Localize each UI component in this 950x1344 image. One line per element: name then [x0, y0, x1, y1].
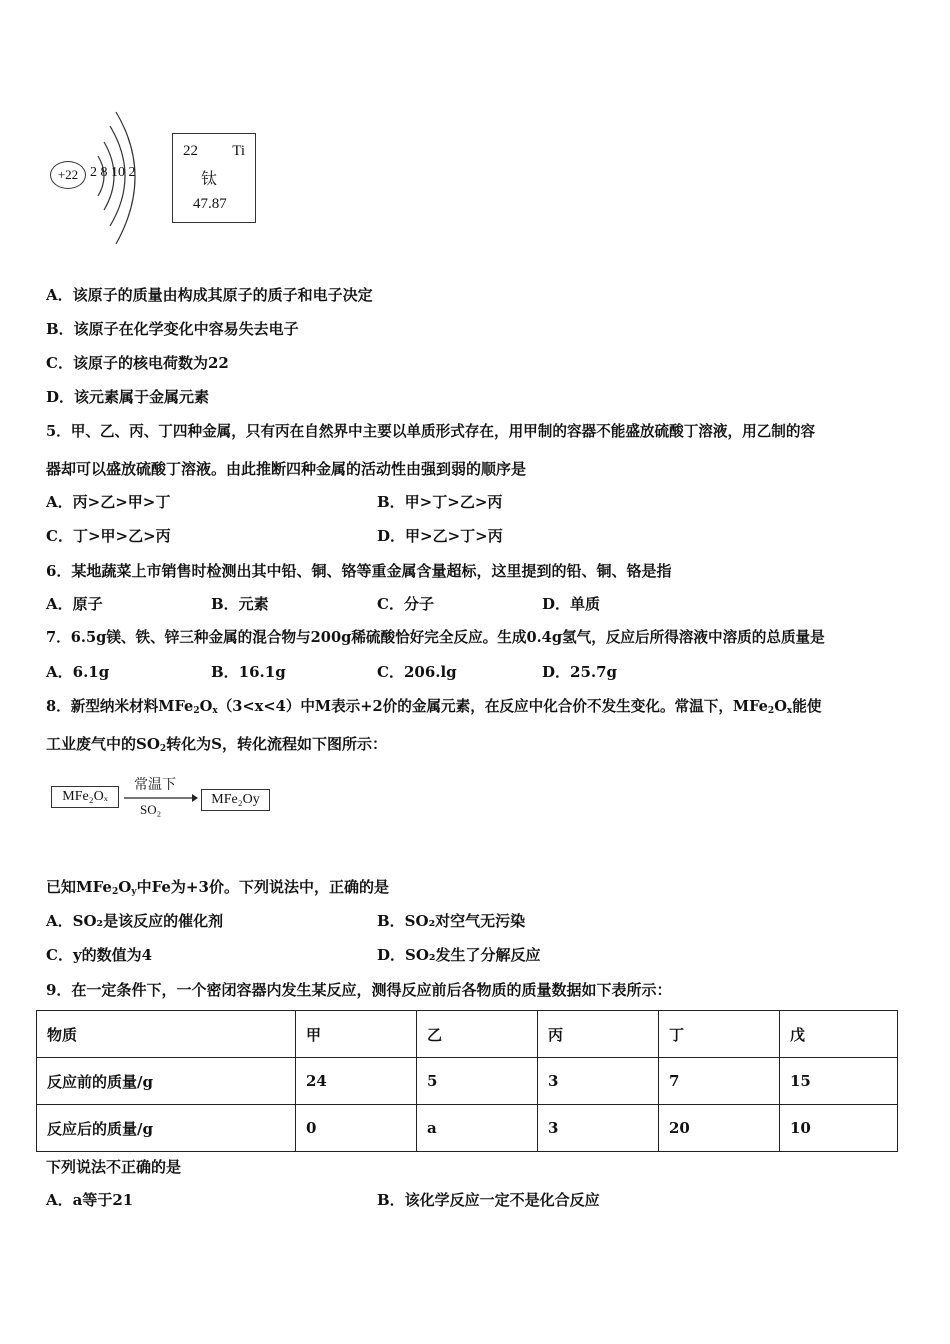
q5-option-d: D．甲>乙>丁>丙	[377, 527, 503, 545]
flow-condition: 常温下	[134, 777, 176, 793]
table-cell: 3	[538, 1105, 659, 1152]
q8-stem-line1: 8．新型纳米材料$MFe_2O_x(3<x<4)$中M表示+2价的金属元素，在反应中化合价不发生变化。常温下，$MFe_2O_x$能使	[46, 698, 822, 716]
table-cell: 丁	[659, 1011, 780, 1058]
q6-option-c: C．分子	[377, 595, 434, 613]
q8-option-a: A．SO₂是该反应的催化剂	[46, 912, 224, 930]
table-cell: 戊	[780, 1011, 898, 1058]
q5-stem-line2: 器却可以盛放硫酸丁溶液。由此推断四种金属的活动性由强到弱的顺序是	[46, 460, 527, 478]
element-name: 钛	[201, 171, 218, 188]
q4-option-b: B．该原子在化学变化中容易失去电子	[46, 320, 299, 338]
q5-option-b: B．甲>丁>乙>丙	[377, 493, 503, 511]
q7-option-d: D．25.7g	[542, 663, 618, 681]
table-cell: 24	[296, 1058, 417, 1105]
q5-option-a: A．丙>乙>甲>丁	[46, 493, 171, 511]
q8-stem-line2: 工业废气中的$SO_2$转化为S，转化流程如下图所示：	[46, 735, 388, 754]
table-cell: 20	[659, 1105, 780, 1152]
q8-stem-part: 8．新型纳米材料MFe	[46, 698, 194, 715]
q7-option-c: C．206.lg	[377, 663, 457, 681]
q9-stem: 9．在一定条件下，一个密闭容器内发生某反应，测得反应前后各物质的质量数据如下表所示：	[46, 981, 672, 999]
q8-option-d: D．SO₂发生了分解反应	[377, 946, 541, 964]
q8-given: 已知$MFe_2O_y$中Fe为+3价。下列说法中，正确的是	[46, 878, 389, 897]
q6-option-b: B．元素	[211, 595, 269, 613]
q9-option-a: A．a等于21	[46, 1191, 134, 1209]
table-cell: 3	[538, 1058, 659, 1105]
q5-stem-line1: 5．甲、乙、丙、丁四种金属，只有丙在自然界中主要以单质形式存在，用甲制的容器不能盛放硫酸丁溶液，用乙制的容	[46, 423, 816, 440]
flow-reactant-box: MFe₂Oₓ	[51, 786, 119, 808]
table-cell: 乙	[417, 1011, 538, 1058]
q9-option-b: B．该化学反应一定不是化合反应	[377, 1191, 600, 1209]
atomic-number: 22	[183, 143, 198, 159]
electron-shell-counts: 2 8 10 2	[90, 165, 136, 180]
table-cell: 0	[296, 1105, 417, 1152]
q6-option-d: D．单质	[542, 595, 601, 613]
q8-given-part: 中Fe为+3价。下列说法中，正确的是	[136, 878, 389, 896]
q4-option-c: C．该原子的核电荷数为22	[46, 354, 229, 372]
q5-option-c: C．丁>甲>乙>丙	[46, 527, 171, 545]
q8-option-b: B．SO₂对空气无污染	[377, 912, 526, 930]
q6-option-a: A．原子	[46, 595, 103, 613]
flow-reagent: SO₂	[140, 802, 162, 817]
q8-stem-part: （3<x<4）中M表示+2价的金属元素，在反应中化合价不发生变化。常温下，MFe	[217, 698, 768, 715]
table-cell: 10	[780, 1105, 898, 1152]
q4-option-a: A．该原子的质量由构成其原子的质子和电子决定	[46, 286, 373, 304]
table-cell: 反应前的质量/g	[37, 1058, 296, 1105]
element-symbol: Ti	[232, 143, 245, 159]
table-row	[37, 1011, 898, 1058]
table-cell: 反应后的质量/g	[37, 1105, 296, 1152]
q8-option-c: C．y的数值为4	[46, 946, 153, 964]
table-cell: a	[417, 1105, 538, 1152]
atom-nucleus: +22	[50, 161, 86, 189]
q4-option-d: D．该元素属于金属元素	[46, 388, 210, 406]
table-cell: 甲	[296, 1011, 417, 1058]
table-row	[37, 1058, 898, 1105]
mass-data-table	[36, 1010, 898, 1152]
table-cell: 7	[659, 1058, 780, 1105]
q6-stem: 6．某地蔬菜上市销售时检测出其中铅、铜、铬等重金属含量超标，这里提到的铅、铜、铬是指	[46, 562, 672, 580]
q8-stem-part: 能使	[792, 698, 822, 715]
q8-stem-part: 转化为S，转化流程如下图所示：	[166, 735, 388, 753]
table-cell: 丙	[538, 1011, 659, 1058]
flow-product-box: MFe₂Oy	[201, 789, 270, 811]
q8-stem-part: 工业废气中的SO	[46, 735, 160, 753]
table-cell: 5	[417, 1058, 538, 1105]
table-row	[37, 1105, 898, 1152]
table-cell: 15	[780, 1058, 898, 1105]
q8-given-part: 已知MFe	[46, 878, 112, 896]
q9-question: 下列说法不正确的是	[46, 1158, 182, 1176]
table-cell: 物质	[37, 1011, 296, 1058]
periodic-table-cell	[172, 133, 256, 223]
q7-option-b: B．16.1g	[211, 663, 286, 681]
atomic-mass: 47.87	[193, 196, 227, 212]
q7-stem: 7．6.5g镁、铁、锌三种金属的混合物与200g稀硫酸恰好完全反应。生成0.4g氢气，反应后所得溶液中溶质的总质量是	[46, 629, 825, 646]
q7-option-a: A．6.1g	[46, 663, 110, 681]
